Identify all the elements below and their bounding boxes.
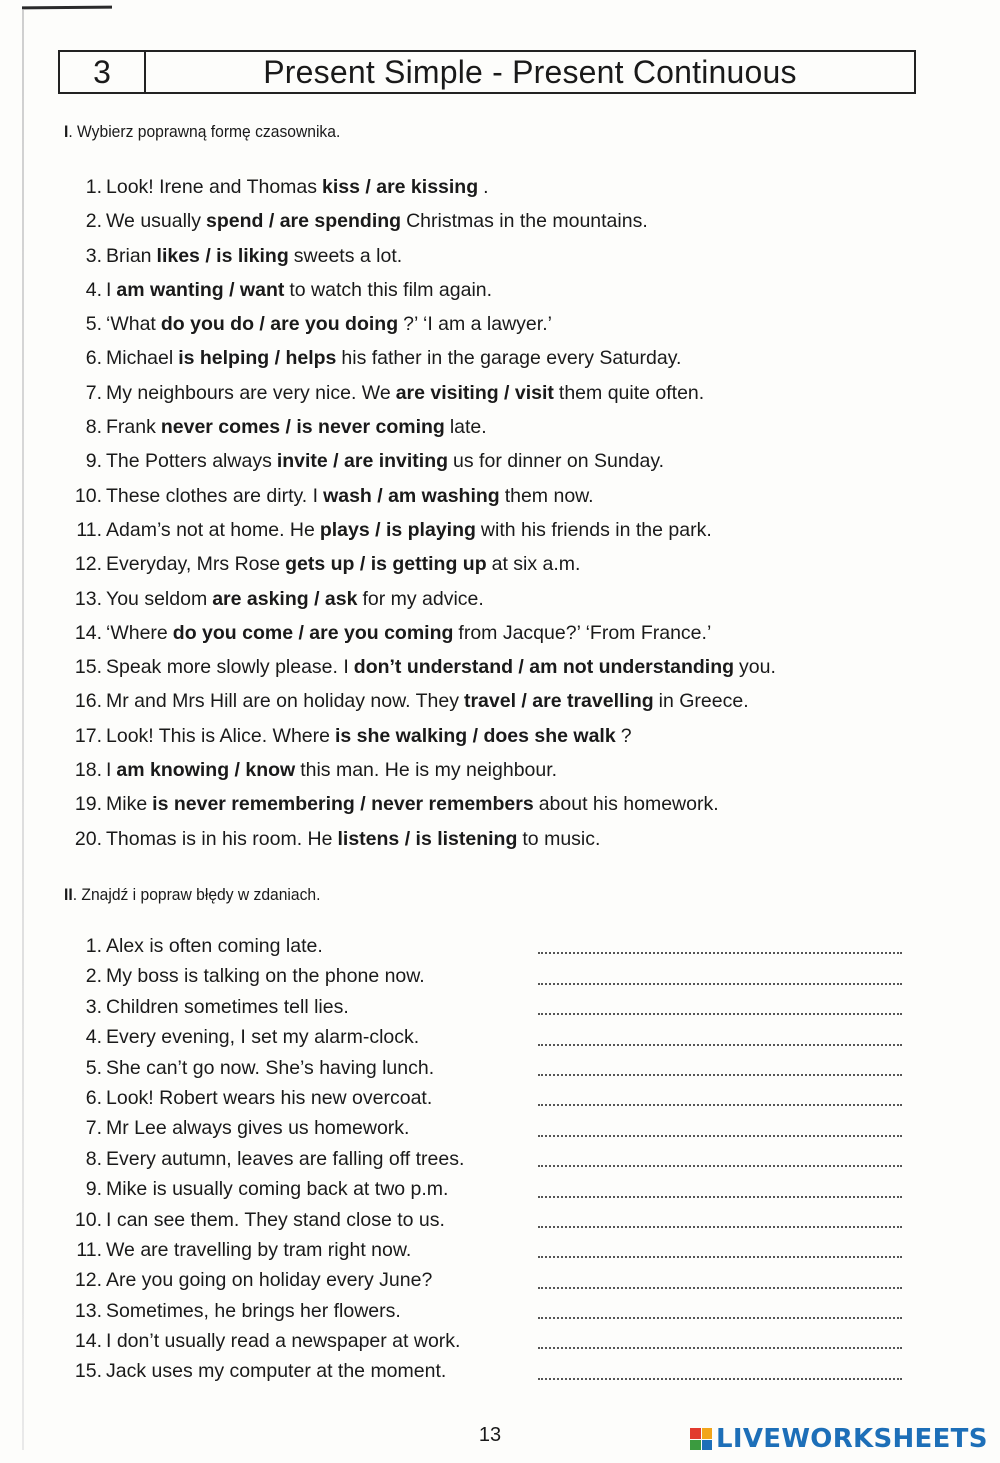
sentence-end: with his friends in the park.	[480, 518, 712, 541]
logo-square	[702, 1440, 713, 1451]
item-number: 5.	[85, 1056, 102, 1079]
sentence-text: Every autumn, leaves are falling off trees.	[106, 1147, 465, 1170]
answer-field[interactable]	[538, 1083, 902, 1113]
sentence-text: My boss is talking on the phone now.	[106, 965, 425, 988]
answer-field[interactable]	[538, 961, 902, 991]
exercise-1-item	[64, 444, 776, 478]
sentence-text: We are travelling by tram right now.	[106, 1238, 412, 1261]
item-number: 4.	[85, 1026, 102, 1049]
exercise-1-instruction: Wybierz poprawną formę czasownika.	[77, 122, 341, 141]
item-number: 6.	[85, 347, 102, 370]
exercise-2-item	[64, 1174, 914, 1204]
exercise-2-item	[64, 1356, 914, 1386]
verb-choice[interactable]: plays / is playing	[319, 518, 476, 541]
sentence-start: ‘What	[106, 313, 156, 336]
sentence-start: Look! Irene and Thomas	[106, 176, 318, 198]
answer-field[interactable]	[538, 1296, 902, 1326]
exercise-2-numeral: II	[64, 885, 73, 904]
sentence-text: Mike is usually coming back at two p.m.	[106, 1178, 449, 1201]
answer-field[interactable]	[538, 1326, 902, 1356]
exercise-1-item	[64, 684, 776, 718]
item-number: 2.	[85, 210, 102, 233]
item-number: 2.	[85, 965, 102, 988]
sentence-end: sweets a lot.	[293, 244, 403, 267]
sentence-end: about his homework.	[538, 793, 719, 816]
sentence-start: Mike	[106, 793, 148, 816]
scan-mark	[22, 6, 112, 10]
item-number: 14.	[74, 1330, 102, 1353]
exercise-1-item	[64, 753, 776, 787]
sentence-end: them now.	[504, 484, 594, 507]
liveworksheets-logo-icon	[690, 1428, 712, 1450]
exercise-1-item	[64, 582, 776, 616]
exercise-1-item	[64, 547, 776, 581]
verb-choice[interactable]: never comes / is never coming	[160, 416, 445, 439]
item-number: 19.	[74, 793, 102, 816]
item-number: 3.	[85, 244, 102, 267]
verb-choice[interactable]: likes / is liking	[156, 244, 289, 267]
sentence-end: late.	[449, 416, 487, 439]
sentence-start: We usually	[106, 210, 202, 233]
exercise-2-item	[64, 1144, 914, 1174]
verb-choice[interactable]: are visiting / visit	[395, 381, 554, 404]
sentence-end: in Greece.	[658, 690, 749, 713]
sentence-start: I	[106, 759, 112, 782]
exercise-2-list	[64, 931, 914, 1387]
sentence-end: Christmas in the mountains.	[406, 210, 648, 233]
item-number: 11.	[76, 518, 102, 541]
sentence-end: them quite often.	[558, 381, 705, 404]
exercise-1-item	[64, 650, 776, 684]
sentence-end: from Jacque?’ ‘From France.’	[458, 621, 712, 644]
unit-title-box	[58, 50, 916, 94]
sentence-text: Every evening, I set my alarm-clock.	[106, 1026, 420, 1049]
item-number: 3.	[85, 995, 102, 1018]
liveworksheets-brand[interactable]	[690, 1424, 988, 1454]
item-number: 1.	[85, 176, 102, 198]
exercise-2-item	[64, 931, 914, 961]
answer-field[interactable]	[538, 1113, 902, 1143]
sentence-end: for my advice.	[362, 587, 484, 610]
verb-choice[interactable]: am knowing / know	[116, 759, 296, 782]
answer-field[interactable]	[538, 1022, 902, 1052]
sentence-end: ?	[620, 724, 632, 747]
sentence-text: I don’t usually read a newspaper at work.	[106, 1330, 461, 1353]
verb-choice[interactable]: is she walking / does she walk	[334, 724, 616, 747]
verb-choice[interactable]: do you do / are you doing	[160, 313, 399, 336]
item-number: 7.	[85, 381, 102, 404]
sentence-end: .	[483, 176, 489, 198]
sentence-end: his father in the garage every Saturday.	[341, 347, 682, 370]
unit-number: 3	[60, 52, 146, 92]
exercise-1-item	[64, 410, 776, 444]
sentence-start: Michael	[106, 347, 174, 370]
sentence-start: Adam’s not at home. He	[106, 518, 315, 541]
exercise-1-item	[64, 822, 776, 856]
item-number: 15.	[74, 656, 102, 679]
exercise-2-item	[64, 1326, 914, 1356]
sentence-start: These clothes are dirty. I	[106, 484, 319, 507]
sentence-start: The Potters always	[106, 450, 272, 473]
sentence-text: Sometimes, he brings her flowers.	[106, 1299, 401, 1322]
exercise-1-item	[64, 376, 776, 410]
exercise-1-item	[64, 719, 776, 753]
exercise-1-item	[64, 513, 776, 547]
sentence-start: Look! This is Alice. Where	[106, 724, 330, 747]
item-number: 18.	[74, 759, 102, 782]
page-number: 13	[478, 1424, 502, 1446]
exercise-1-item	[64, 239, 776, 273]
exercise-1-item	[64, 170, 776, 204]
exercise-1-item	[64, 307, 776, 341]
sentence-text: Children sometimes tell lies.	[106, 995, 349, 1018]
item-number: 4.	[85, 278, 102, 301]
brand-name: LIVEWORKSHEETS	[716, 1424, 988, 1454]
item-number: 8.	[85, 416, 102, 439]
logo-square	[690, 1428, 701, 1439]
verb-choice[interactable]: kiss / are kissing	[322, 176, 479, 198]
verb-choice[interactable]: is never remembering / never remembers	[152, 793, 534, 816]
answer-field[interactable]	[538, 1265, 902, 1295]
answer-field[interactable]	[538, 1144, 902, 1174]
verb-choice[interactable]: am wanting / want	[116, 278, 285, 301]
item-number: 13.	[74, 587, 102, 610]
exercise-2-heading: II. Znajdź i popraw błędy w zdaniach.	[64, 885, 321, 904]
exercise-1-item	[64, 479, 776, 513]
item-number: 12.	[74, 553, 102, 576]
exercise-2-instruction: Znajdź i popraw błędy w zdaniach.	[81, 885, 321, 904]
item-number: 9.	[85, 450, 102, 473]
exercise-2-item	[64, 961, 914, 991]
exercise-1-numeral: I	[64, 122, 69, 141]
item-number: 8.	[85, 1147, 102, 1170]
sentence-text: Jack uses my computer at the moment.	[106, 1360, 447, 1383]
verb-choice[interactable]: don’t understand / am not understanding	[353, 656, 735, 679]
sentence-text: Alex is often coming late.	[106, 935, 323, 957]
exercise-2-item	[64, 1022, 914, 1052]
exercise-2-item	[64, 1113, 914, 1143]
sentence-text: I can see them. They stand close to us.	[106, 1208, 445, 1231]
unit-title: Present Simple - Present Continuous	[263, 54, 797, 90]
exercise-2-item	[64, 1265, 914, 1295]
scan-edge	[22, 10, 24, 1450]
sentence-end: to watch this film again.	[289, 278, 493, 301]
exercise-2-item	[64, 1235, 914, 1265]
item-number: 14.	[74, 621, 102, 644]
verb-choice[interactable]: do you come / are you coming	[172, 621, 454, 644]
item-number: 9.	[85, 1178, 102, 1201]
answer-field[interactable]	[538, 1053, 902, 1083]
verb-choice[interactable]: invite / are inviting	[276, 450, 449, 473]
exercise-2-item	[64, 992, 914, 1022]
sentence-end: to music.	[522, 827, 601, 850]
logo-square	[690, 1440, 701, 1451]
sentence-end: us for dinner on Sunday.	[453, 450, 665, 473]
verb-choice[interactable]: are asking / ask	[212, 587, 358, 610]
verb-choice[interactable]: travel / are travelling	[463, 690, 654, 713]
exercise-2-item	[64, 1205, 914, 1235]
sentence-start: Mr and Mrs Hill are on holiday now. They	[106, 690, 459, 713]
item-number: 20.	[74, 827, 102, 850]
sentence-start: Thomas is in his room. He	[106, 827, 333, 850]
sentence-start: I	[106, 278, 112, 301]
sentence-start: ‘Where	[106, 621, 168, 644]
verb-choice[interactable]: spend / are spending	[206, 210, 402, 233]
item-number: 15.	[74, 1360, 102, 1383]
sentence-start: Brian	[106, 244, 152, 267]
exercise-1-item	[64, 204, 776, 238]
exercise-1-heading: I. Wybierz poprawną formę czasownika.	[64, 122, 341, 141]
item-number: 13.	[74, 1299, 102, 1322]
exercise-1-item	[64, 616, 776, 650]
item-number: 10.	[74, 1208, 102, 1231]
sentence-start: Speak more slowly please. I	[106, 656, 349, 679]
answer-field[interactable]	[538, 931, 902, 961]
sentence-start: My neighbours are very nice. We	[106, 381, 391, 404]
exercise-2-item	[64, 1083, 914, 1113]
item-number: 11.	[76, 1238, 102, 1261]
sentence-end: at six a.m.	[491, 553, 581, 576]
exercise-1-item	[64, 341, 776, 375]
verb-choice[interactable]: is helping / helps	[178, 347, 337, 370]
sentence-start: Everyday, Mrs Rose	[106, 553, 281, 576]
sentence-text: Look! Robert wears his new overcoat.	[106, 1086, 433, 1109]
verb-choice[interactable]: gets up / is getting up	[285, 553, 487, 576]
sentence-end: this man. He is my neighbour.	[300, 759, 558, 782]
exercise-2-item	[64, 1296, 914, 1326]
sentence-start: You seldom	[106, 587, 208, 610]
item-number: 12.	[74, 1269, 102, 1292]
sentence-text: Are you going on holiday every June?	[106, 1269, 433, 1292]
exercise-1-item	[64, 787, 776, 821]
exercise-1-item	[64, 273, 776, 307]
item-number: 1.	[85, 935, 102, 957]
item-number: 5.	[85, 313, 102, 336]
sentence-end: you.	[739, 656, 776, 679]
item-number: 10.	[74, 484, 102, 507]
answer-field[interactable]	[538, 1235, 902, 1265]
answer-field[interactable]	[538, 1205, 902, 1235]
sentence-start: Frank	[106, 416, 156, 439]
item-number: 17.	[74, 724, 102, 747]
item-number: 7.	[85, 1117, 102, 1140]
verb-choice[interactable]: wash / am washing	[323, 484, 500, 507]
item-number: 6.	[85, 1086, 102, 1109]
item-number: 16.	[74, 690, 102, 713]
answer-field[interactable]	[538, 1174, 902, 1204]
sentence-text: She can’t go now. She’s having lunch.	[106, 1056, 435, 1079]
answer-field[interactable]	[538, 992, 902, 1022]
answer-field[interactable]	[538, 1356, 902, 1386]
exercise-1-list	[64, 170, 776, 856]
sentence-end: ?’ ‘I am a lawyer.’	[403, 313, 552, 336]
logo-square	[702, 1428, 713, 1439]
sentence-text: Mr Lee always gives us homework.	[106, 1117, 410, 1140]
verb-choice[interactable]: listens / is listening	[337, 827, 518, 850]
exercise-2-item	[64, 1053, 914, 1083]
